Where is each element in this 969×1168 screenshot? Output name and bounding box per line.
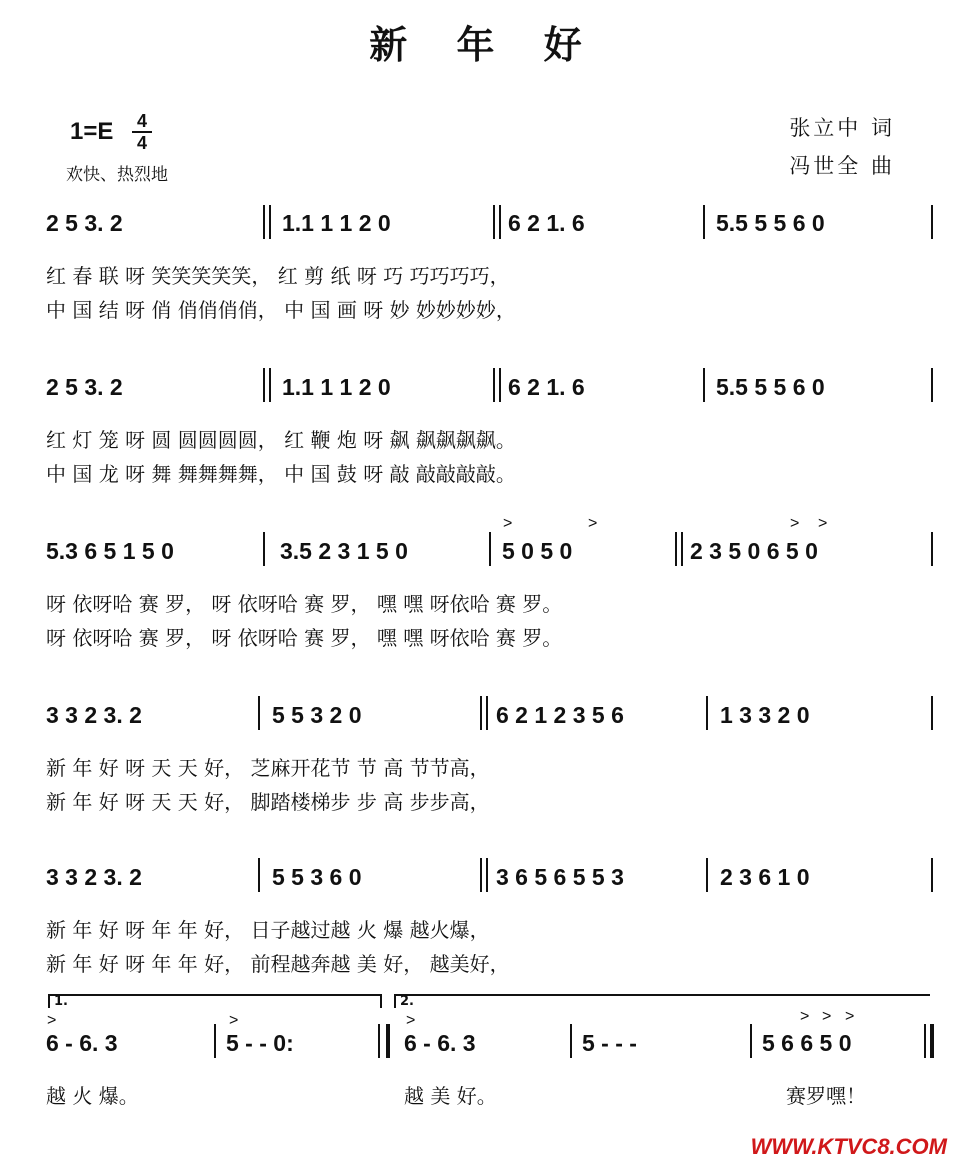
- measure-notes: 3 3 2 3. 2: [46, 702, 142, 728]
- measure-notes: 5 5 3 2 0: [272, 702, 362, 728]
- measure-notes: 5.5 5 5 6 0: [716, 374, 825, 400]
- lyrics-verse-2: 中 国 龙 呀 舞 舞舞舞舞， 中 国 鼓 呀 敲 敲敲敲敲。: [46, 462, 516, 486]
- accent-mark: >: [47, 1012, 57, 1029]
- accent-mark: >: [503, 515, 513, 532]
- accent-mark: >: [818, 515, 828, 532]
- measure-notes: 5.3 6 5 1 5 0: [46, 538, 174, 564]
- lyrics-verse-2: 中 国 结 呀 俏 俏俏俏俏， 中 国 画 呀 妙 妙妙妙妙，: [46, 298, 516, 322]
- composer-credit: 冯世全 曲: [789, 154, 895, 178]
- lyrics-verse-1: 红 春 联 呀 笑笑笑笑笑， 红 剪 纸 呀 巧 巧巧巧巧，: [46, 264, 510, 288]
- measure-notes: 5 - - -: [582, 1030, 637, 1056]
- lyrics-verse-1: 新 年 好 呀 天 天 好， 芝麻开花节 节 高 节节高，: [46, 756, 490, 780]
- song-title: 新 年 好: [369, 22, 600, 67]
- volta-1-label: 1.: [54, 994, 68, 1009]
- accent-mark: >: [800, 1008, 810, 1025]
- lyrics-verse-2: 新 年 好 呀 天 天 好， 脚踏楼梯步 步 高 步步高，: [46, 790, 490, 814]
- measure-notes: 1.1 1 1 2 0: [282, 374, 391, 400]
- measure-notes: 2 3 5 0 6 5 0: [690, 538, 818, 564]
- measure-notes: 6 - 6. 3: [404, 1030, 476, 1056]
- measure-notes: 3.5 2 3 1 5 0: [280, 538, 408, 564]
- measure-notes: 5 0 5 0: [502, 538, 573, 564]
- lyrics-verse-2: 新 年 好 呀 年 年 好， 前程越奔越 美 好， 越美好，: [46, 952, 510, 976]
- measure-notes: 1.1 1 1 2 0: [282, 210, 391, 236]
- measure-notes: 3 3 2 3. 2: [46, 864, 142, 890]
- measure-notes: 5 - - 0:: [226, 1030, 294, 1056]
- lyrics-ending-3: 赛罗嘿！: [786, 1084, 866, 1108]
- measure-notes: 2 3 6 1 0: [720, 864, 810, 890]
- lyrics-verse-1: 呀 依呀哈 赛 罗， 呀 依呀哈 赛 罗， 嘿 嘿 呀依哈 赛 罗。: [46, 592, 563, 616]
- measure-notes: 6 2 1. 6: [508, 374, 585, 400]
- measure-notes: 5.5 5 5 6 0: [716, 210, 825, 236]
- time-signature-bottom: 4: [136, 133, 147, 153]
- measure-notes: 6 - 6. 3: [46, 1030, 118, 1056]
- accent-mark: >: [845, 1008, 855, 1025]
- measure-notes: 3 6 5 6 5 5 3: [496, 864, 624, 890]
- volta-2-label: 2.: [400, 994, 414, 1009]
- accent-mark: >: [588, 515, 598, 532]
- measure-notes: 6 2 1. 6: [508, 210, 585, 236]
- lyrics-verse-1: 红 灯 笼 呀 圆 圆圆圆圆， 红 鞭 炮 呀 飙 飙飙飙飙。: [46, 428, 516, 452]
- time-signature: [132, 112, 152, 152]
- measure-notes: 2 5 3. 2: [46, 374, 123, 400]
- measure-notes: 5 5 3 6 0: [272, 864, 362, 890]
- accent-mark: >: [406, 1012, 416, 1029]
- measure-notes: 1 3 3 2 0: [720, 702, 810, 728]
- lyrics-ending-1: 越 火 爆。: [46, 1084, 139, 1108]
- lyricist-credit: 张立中 词: [789, 116, 895, 140]
- lyrics-ending-2: 越 美 好。: [404, 1084, 497, 1108]
- watermark: WWW.KTVC8.COM: [750, 1134, 947, 1159]
- time-signature-top: 4: [136, 111, 147, 131]
- lyrics-verse-1: 新 年 好 呀 年 年 好， 日子越过越 火 爆 越火爆，: [46, 918, 490, 942]
- accent-mark: >: [822, 1008, 832, 1025]
- lyrics-verse-2: 呀 依呀哈 赛 罗， 呀 依呀哈 赛 罗， 嘿 嘿 呀依哈 赛 罗。: [46, 626, 563, 650]
- tempo-marking: 欢快、热烈地: [66, 165, 168, 185]
- measure-notes: 5 6 6 5 0: [762, 1030, 852, 1056]
- measure-notes: 6 2 1 2 3 5 6: [496, 702, 624, 728]
- key-signature: 1=E: [70, 118, 114, 145]
- accent-mark: >: [229, 1012, 239, 1029]
- accent-mark: >: [790, 515, 800, 532]
- measure-notes: 2 5 3. 2: [46, 210, 123, 236]
